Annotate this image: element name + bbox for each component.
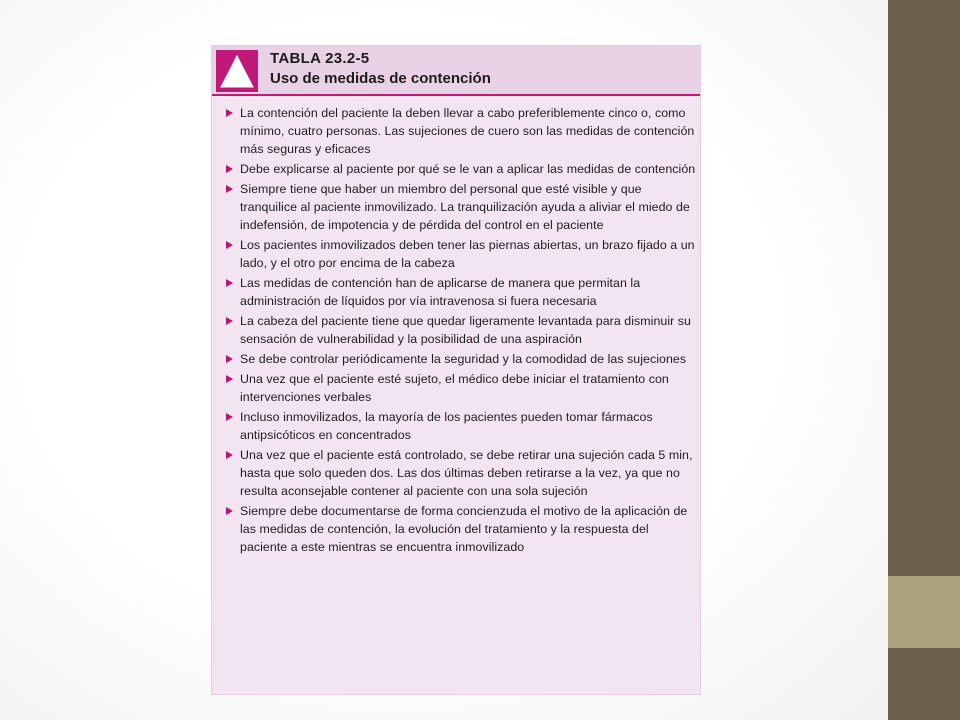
list-item-text: Debe explicarse al paciente por qué se le van a aplicar las medidas de contención — [240, 162, 696, 176]
triangle-right-icon — [226, 507, 233, 515]
triangle-right-icon — [226, 451, 233, 459]
table-title: Uso de medidas de contención — [270, 70, 491, 87]
list-item — [224, 236, 696, 272]
list-item-text: Una vez que el paciente está controlado, se debe retirar una sujeción cada 5 min, hasta que solo queden dos. Las dos últimas deben retirarse a la vez, ya que no resulta aconsejable contener al paciente con una sola sujeción — [240, 448, 693, 498]
list-item — [224, 370, 696, 406]
list-item — [224, 408, 696, 444]
triangle-right-icon — [226, 279, 233, 287]
triangle-right-icon — [226, 109, 233, 117]
list-item — [224, 160, 696, 178]
header-divider — [212, 94, 700, 96]
triangle-right-icon — [226, 413, 233, 421]
list-item — [224, 312, 696, 348]
list-item-text: Siempre debe documentarse de forma concienzuda el motivo de la aplicación de las medidas de contención, la evolución del tratamiento y la respuesta del paciente a este mientras se encuentra inmovilizado — [240, 504, 688, 554]
triangle-right-icon — [226, 375, 233, 383]
triangle-right-icon — [226, 317, 233, 325]
list-item — [224, 446, 696, 500]
list-item — [224, 104, 696, 158]
list-item-text: Las medidas de contención han de aplicarse de manera que permitan la administración de líquidos por vía intravenosa si fuera necesaria — [240, 276, 641, 308]
triangle-right-icon — [226, 355, 233, 363]
list-item-text: Una vez que el paciente esté sujeto, el médico debe iniciar el tratamiento con intervenciones verbales — [240, 372, 669, 404]
list-item-text: Los pacientes inmovilizados deben tener las piernas abiertas, un brazo fijado a un lado, y el otro por encima de la cabeza — [240, 238, 695, 270]
triangle-right-icon — [226, 165, 233, 173]
bullet-list — [224, 104, 696, 558]
header-logo-box — [216, 50, 258, 92]
list-item — [224, 274, 696, 310]
list-item — [224, 502, 696, 556]
table-number: TABLA 23.2-5 — [270, 50, 370, 67]
list-item-text: La cabeza del paciente tiene que quedar ligeramente levantada para disminuir su sensación de vulnerabilidad y la posibilidad de una aspiración — [240, 314, 691, 346]
slide-sidebar-accent — [888, 576, 960, 648]
list-item-text: La contención del paciente la deben llevar a cabo preferiblemente cinco o, como mínimo, cuatro personas. Las sujeciones de cuero son las medidas de contención más seguras y eficaces — [240, 106, 695, 156]
list-item — [224, 350, 696, 368]
triangle-right-icon — [226, 241, 233, 249]
list-item-text: Incluso inmovilizados, la mayoría de los pacientes pueden tomar fármacos antipsicóticos en concentrados — [240, 410, 653, 442]
list-item-text: Se debe controlar periódicamente la seguridad y la comodidad de las sujeciones — [240, 352, 687, 366]
triangle-logo-icon — [216, 50, 258, 92]
triangle-right-icon — [226, 185, 233, 193]
list-item — [224, 180, 696, 234]
table-header — [212, 46, 700, 94]
list-item-text: Siempre tiene que haber un miembro del personal que esté visible y que tranquilice al paciente inmovilizado. La tranquilización ayuda a aliviar el miedo de indefensión, de impotencia y de pérdida del control en el paciente — [240, 182, 690, 232]
scanned-table-image — [212, 46, 700, 694]
